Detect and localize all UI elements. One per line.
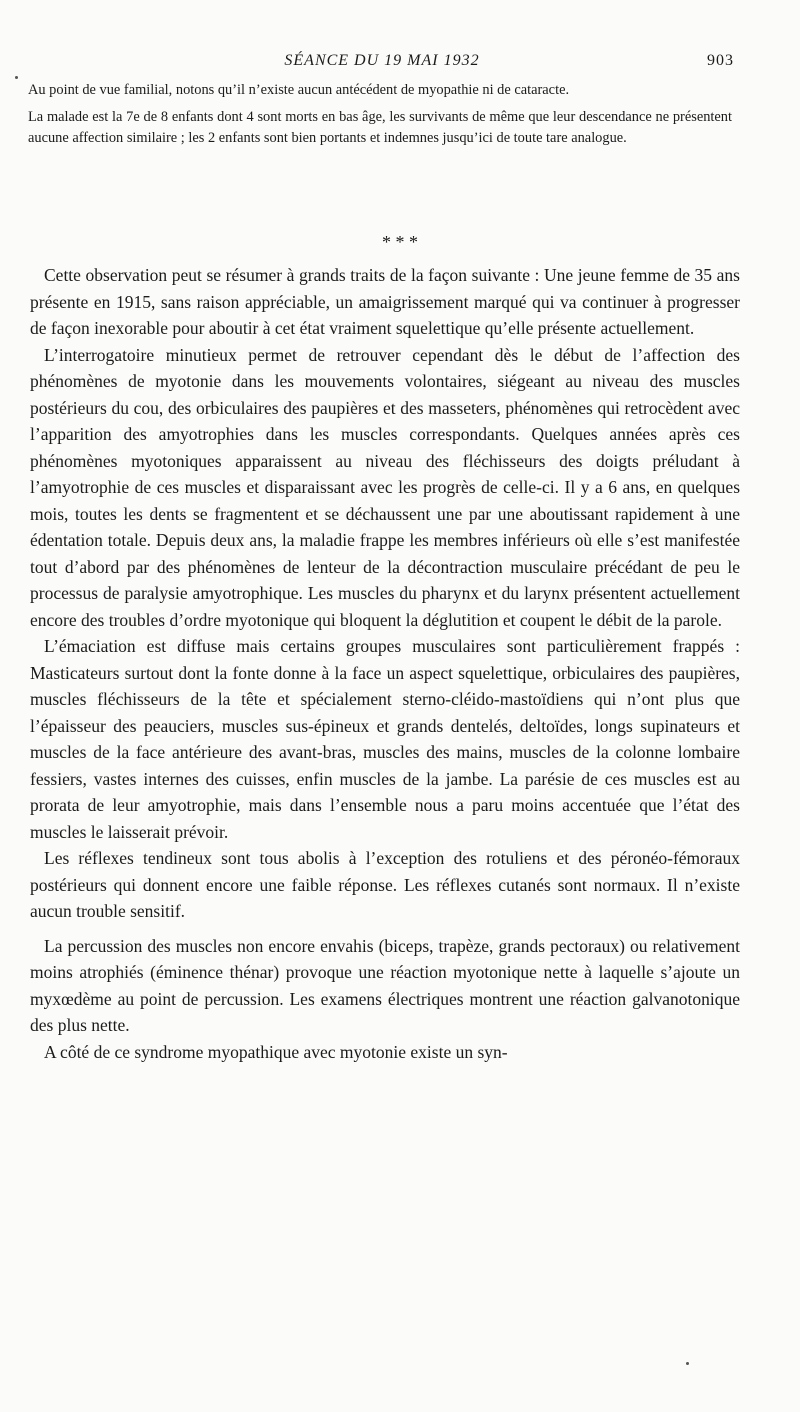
page-header [30,52,734,72]
page-number: 903 [707,52,734,69]
paragraph-summary: Cette observation peut se résumer à grands traits de la façon suivante : Une jeune femme de 35 ans présente en 1915, sans raison appréciable, un amaigrissement marqué qui va continuer à progresser de façon inexorable pour aboutir à cet état vraiment squelettique qu’elle présente actuellement. [30,265,740,338]
section-separator: * * * [382,232,418,252]
paragraph-percussion: La percussion des muscles non encore envahis (biceps, trapèze, grands pectoraux) ou relativement moins atrophiés (éminence thénar) provoque une réaction myotonique nette à laquelle s’ajoute un myxœdème au point de percussion. Les examens électriques montrent une réaction galvanotonique des plus nette. [30,935,740,1035]
print-speck [686,1362,689,1365]
paragraph-history: L’interrogatoire minutieux permet de retrouver cependant dès le début de l’affection des phénomènes de myotonie dans les mouvements volontaires, siégeant au niveau des muscles postérieurs du cou, des orbiculaires des paupières et des masseters, phénomènes qui retrocèdent avec l’apparition des amyotrophies dans les muscles correspondants. Quelques années après ces phénomènes myotoniques apparaissent au niveau des fléchisseurs des doigts préludant à l’amyotrophie de ces muscles et disparaissant avec les progrès de celle-ci. Il y a 6 ans, en quelques mois, toutes les dents se fragmentent et se déchaussent une par une aboutissant rapidement à une édentation totale. Depuis deux ans, la maladie frappe les membres inférieurs où elle s’est manifestée tout d’abord par des phénomènes de lenteur de la décontraction musculaire précédant de peu le processus de paralysie amyotrophique. Les muscles du pharynx et du larynx présentent actuellement encore des troubles d’ordre myotonique qui bloquent la déglutition et coupent le débit de la parole. [30,344,740,630]
body-text [30,262,740,1065]
intro-paragraph-siblings: La malade est la 7e de 8 enfants dont 4 sont morts en bas âge, les survivants de même que leur descendance ne présentent aucune affection similaire ; les 2 enfants sont bien portants et indemnes jusqu’ici de toute tare analogue. [28,109,732,146]
print-speck [15,76,18,79]
running-title: SÉANCE DU 19 MAI 1932 [284,52,480,69]
paragraph-reflexes: Les réflexes tendineux sont tous abolis à l’exception des rotuliens et des péronéo-fémoraux postérieurs qui donnent encore une faible réponse. Les réflexes cutanés sont normaux. Il n’existe aucun trouble sensitif. [30,848,740,921]
paragraph-emaciation: L’émaciation est diffuse mais certains groupes musculaires sont particulièrement frappés : Masticateurs surtout dont la fonte donne à la face un aspect squelettique, orbiculaires des paupières, muscles fléchisseurs de la tête et spécialement sterno-cléido-mastoïdiens qui n’ont plus que l’épaisseur des peauciers, muscles sus-épineux et grands dentelés, deltoïdes, longs supinateurs et muscles de la face antérieure des avant-bras, muscles des mains, muscles de la colonne lombaire fessiers, vastes internes des cuisses, enfin muscles de la jambe. La parésie de ces muscles est au prorata de leur amyotrophie, mais dans l’ensemble nous a paru moins accentuée que l’état des muscles le laisserait prévoir. [30,636,740,842]
paragraph-continuation: A côté de ce syndrome myopathique avec myotonie existe un syn- [44,1041,508,1062]
intro-section [28,80,732,155]
intro-paragraph-family: Au point de vue familial, notons qu’il n’existe aucun antécédent de myopathie ni de cataracte. [28,82,570,98]
